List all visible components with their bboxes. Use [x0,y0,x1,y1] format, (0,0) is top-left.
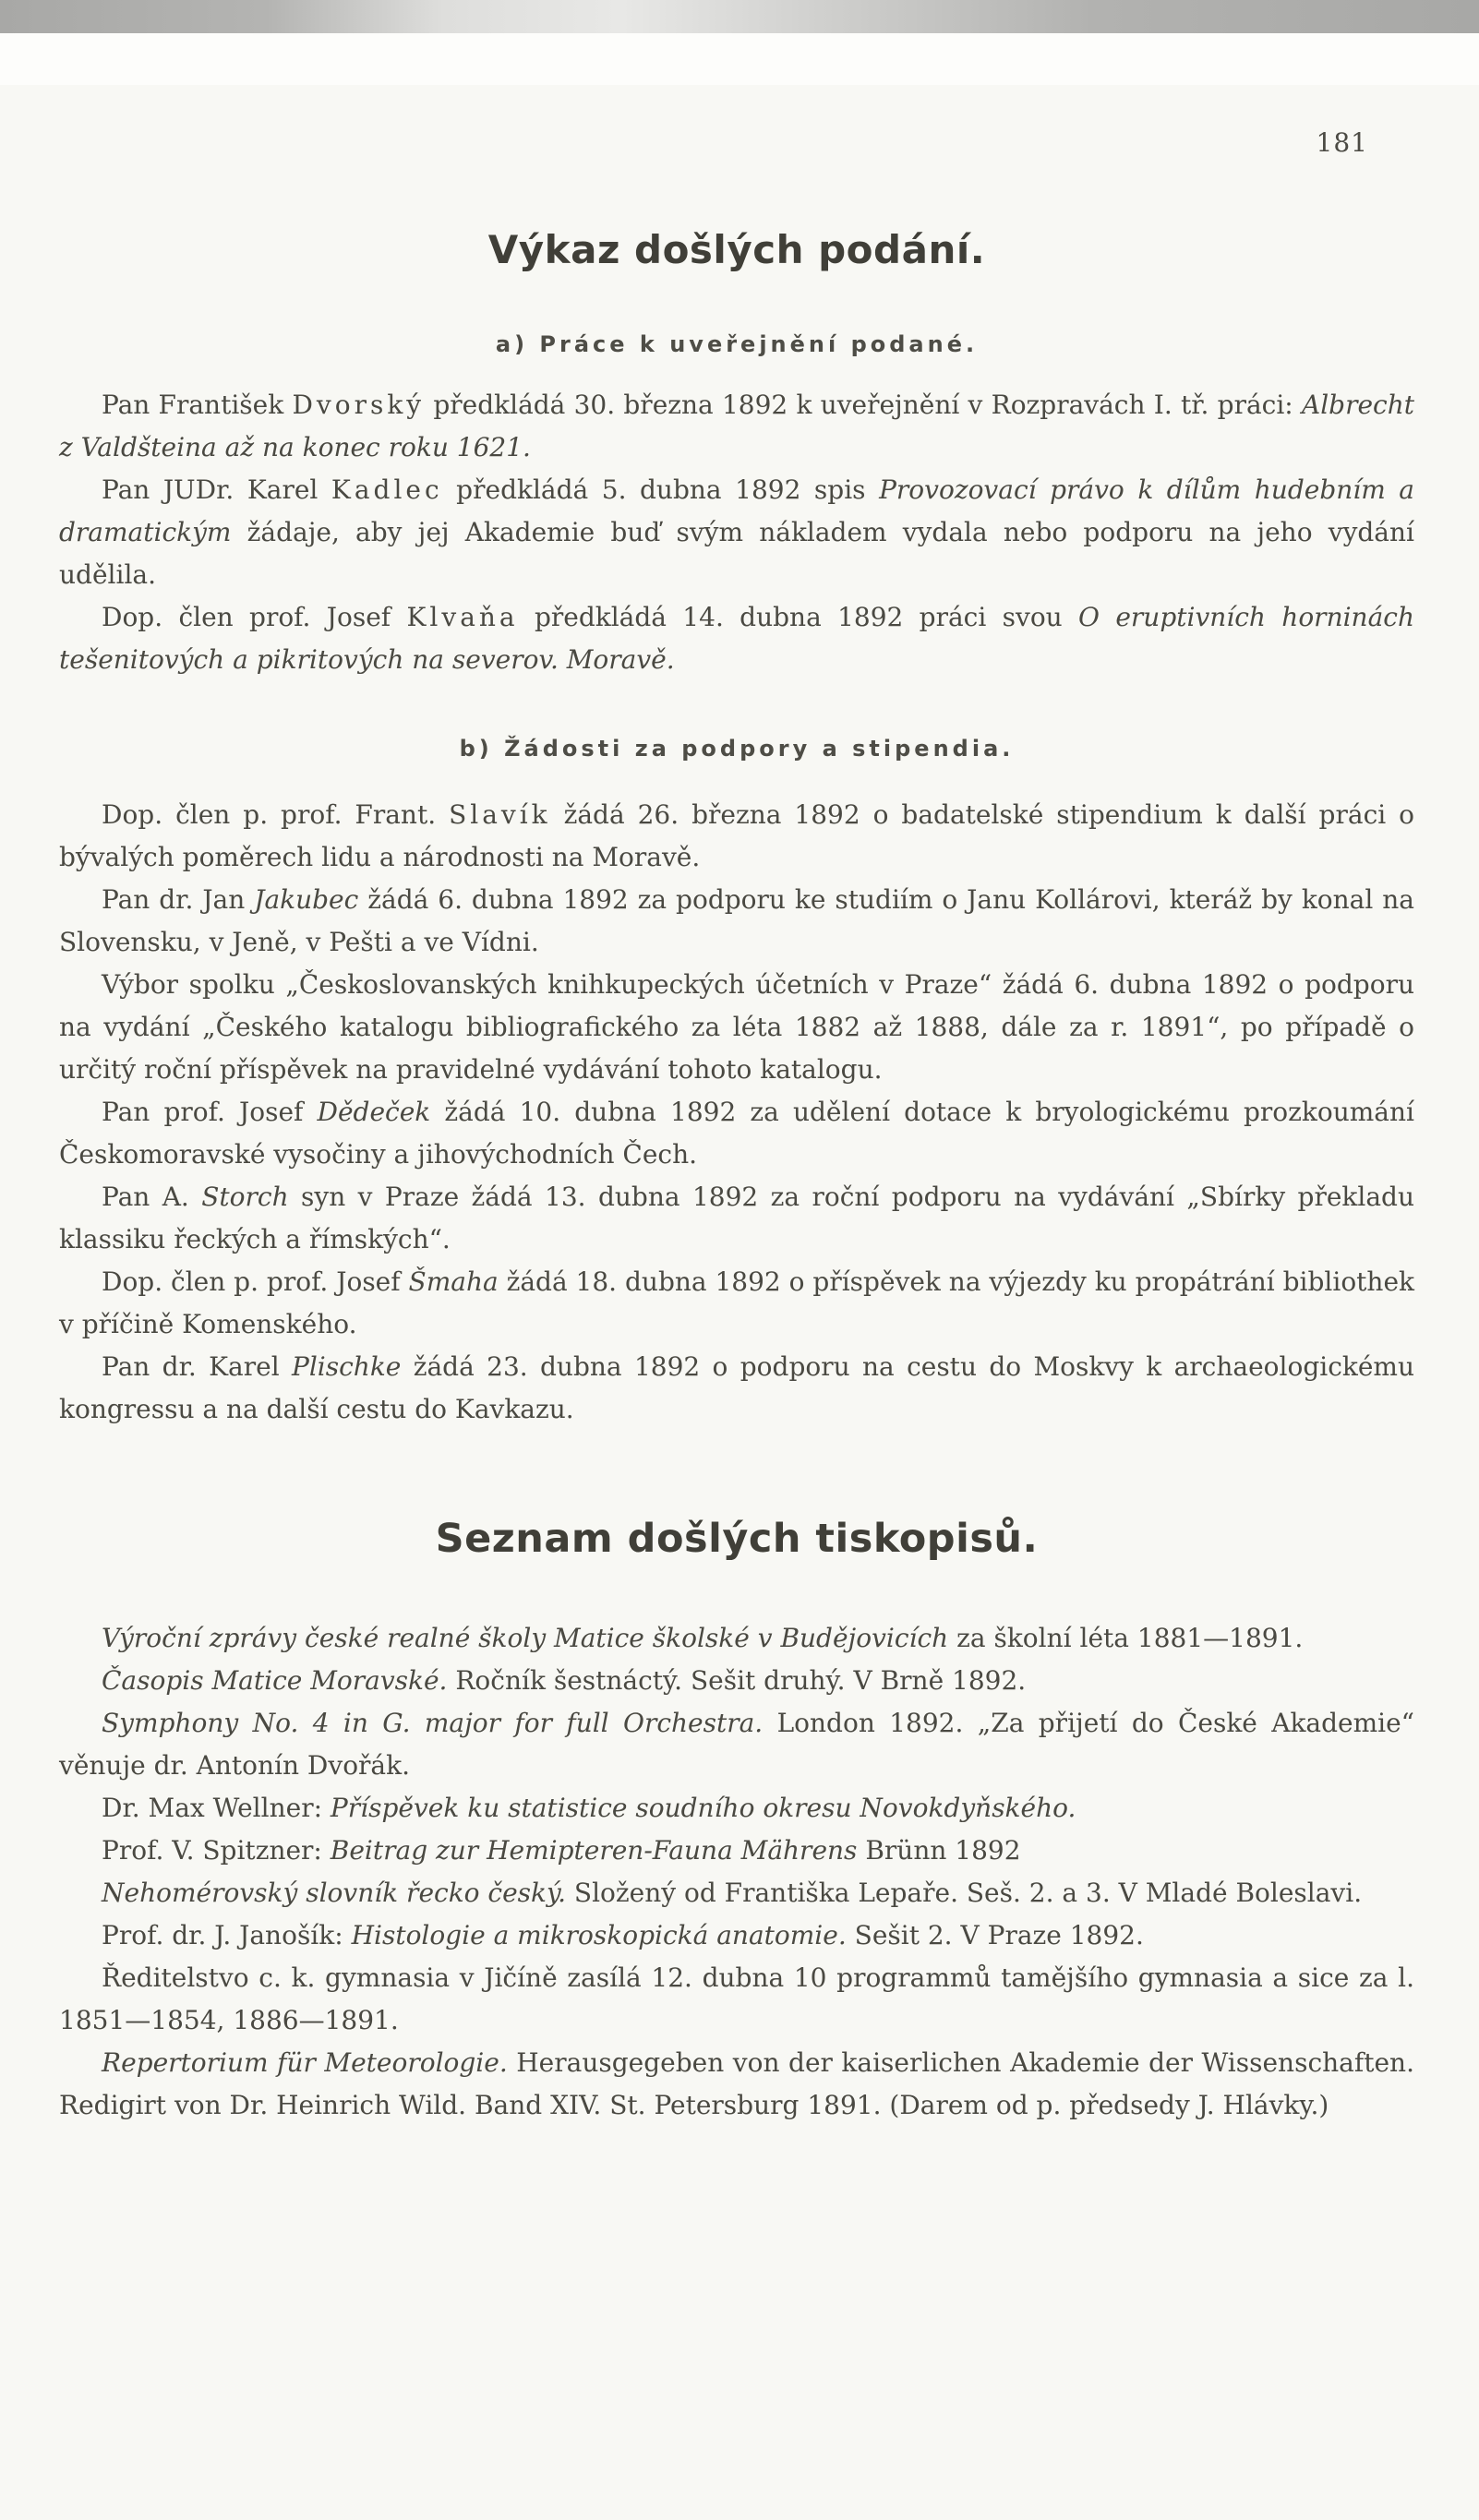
person-name-text: Kadlec [331,474,443,505]
work-title-text: Nehomérovský slovník řecko český. [102,1878,567,1908]
paragraph [59,384,1414,469]
body-text: Brünn 1892 [857,1835,1021,1866]
paragraph-block-b [59,794,1414,1431]
body-text: Prof. dr. J. Janošík: [102,1920,352,1950]
body-text: Výbor spolku „Českoslovanských knihkupeckých účetních v Praze“ žádá 6. dubna 1892 o podporu na vydání „Českého katalogu bibliografického za léta 1882 až 1888, dále za r. 1891“, po případě o určitý roční příspěvek na pravidelné vydávání tohoto katalogu. [59,969,1414,1085]
body-text: Pan prof. Josef [102,1097,318,1127]
body-text: Prof. V. Spitzner: [102,1835,331,1866]
body-text: Sešit 2. V Praze 1892. [846,1920,1144,1950]
work-title-text: Jakubec [254,884,359,915]
paragraph [59,1176,1414,1261]
body-text: London 1892. „Za přijetí do České Akademie“ věnuje dr. Antonín Dvořák. [59,1708,1414,1781]
work-title-text: Časopis Matice Moravské. [102,1665,448,1696]
paragraph [59,1787,1414,1830]
section-title-seznam: Seznam došlých tiskopisů. [435,1516,1039,1562]
paragraph [59,1660,1414,1702]
work-title-text: Provozovací právo k dílům hudebním a dramatickým [59,474,1415,547]
body-text: žádá 23. dubna 1892 o podporu na cestu do Moskvy k archaeologickému kongressu a na další cestu do Kavkazu. [59,1351,1414,1424]
work-title-text: Plischke [292,1351,402,1382]
body-text: Pan dr. Karel [102,1351,292,1382]
body-text: syn v Praze žádá 13. dubna 1892 za roční podporu na vydávání „Sbírky překladu klassiku řeckých a římských“. [59,1182,1414,1254]
body-text: Pan A. [102,1182,202,1212]
paragraph [59,1617,1414,1660]
work-title-text: O eruptivních horninách tešenitových a pikritových na severov. Moravě. [59,602,1414,675]
work-title-text: Dědeček [317,1097,431,1127]
person-name-text: Klvaňa [406,602,519,632]
body-text: Herausgegeben von der kaiserlichen Akademie der Wissenschaften. Redigirt von Dr. Heinrich Wild. Band XIV. St. Petersburg 1891. (Darem od p. předsedy J. Hlávky.) [59,2047,1414,2120]
work-title-text: Výroční zprávy české realné školy Matice školské v Budějovicích [102,1623,949,1653]
paragraph [59,596,1414,681]
body-text: Dr. Max Wellner: [102,1793,331,1823]
body-text: Dop. člen prof. Josef [102,602,407,632]
work-title-text: Beitrag zur Hemipteren-Fauna Mährens [330,1835,858,1866]
body-text: žádá 18. dubna 1892 o příspěvek na výjezdy ku propátrání bibliothek v příčině Komenského. [59,1266,1415,1339]
body-text: Pan JUDr. Karel [102,474,331,505]
body-text: žádá 6. dubna 1892 za podporu ke studiím o Janu Kollárovi, kteráž by konal na Slovensku, v Jeně, v Pešti a ve Vídni. [59,884,1414,957]
work-title-text: Albrecht z Valdšteina až na konec roku 1621. [59,390,1414,462]
body-text: Dop. člen p. prof. Frant. [102,799,450,830]
paragraph [59,1261,1414,1346]
body-text: žádaje, aby jej Akademie buď svým nákladem vydala nebo podporu na jeho vydání udělila. [59,517,1414,590]
work-title-text: Histologie a mikroskopická anatomie. [351,1920,847,1950]
person-name-text: Dvorský [292,390,426,420]
paragraph [59,1830,1414,1872]
work-title-text: Repertorium für Meteorologie. [102,2047,508,2078]
body-text: předkládá 5. dubna 1892 spis [442,474,880,505]
paragraph [59,1914,1414,1957]
paragraph [59,469,1414,596]
paragraph [59,1346,1414,1431]
body-text: žádá 10. dubna 1892 za udělení dotace k bryologickému prozkoumání Českomoravské vysočiny a jihovýchodních Čech. [59,1097,1414,1170]
work-title-text: Šmaha [408,1266,499,1297]
paragraph-block-a [59,384,1414,681]
paragraph [59,1091,1414,1176]
body-text: Ředitelstvo c. k. gymnasia v Jičíně zasílá 12. dubna 10 programmů tamějšího gymnasia a sice za l. 1851—1854, 1886—1891. [59,1962,1414,2035]
work-title-text: Symphony No. 4 in G. major for full Orchestra. [102,1708,764,1738]
body-text: Složený od Františka Lepaře. Seš. 2. a 3. V Mladé Boleslavi. [566,1878,1363,1908]
paragraph [59,879,1414,964]
page-number: 181 [1316,127,1368,158]
paragraph [59,1872,1414,1914]
paragraph [59,964,1414,1091]
paragraph [59,794,1414,879]
body-text: žádá 26. března 1892 o badatelské stipendium k další práci o bývalých poměrech lidu a národnosti na Moravě. [59,799,1415,872]
body-text: předkládá 30. března 1892 k uveřejnění v Rozpravách I. tř. práci: [425,390,1302,420]
section-title-vykaz: Výkaz došlých podání. [487,227,986,272]
body-text: za školní léta 1881—1891. [948,1623,1304,1653]
body-text: Dop. člen p. prof. Josef [102,1266,409,1297]
paragraph [59,1702,1414,1787]
body-text: předkládá 14. dubna 1892 práci svou [518,602,1079,632]
paragraph [59,2042,1414,2127]
subheading-a: a) Práce k uveřejnění podané. [495,331,979,357]
work-title-text: Příspěvek ku statistice soudního okresu Novokdyňského. [330,1793,1076,1823]
body-text: Pan dr. Jan [102,884,255,915]
work-title-text: Storch [201,1182,289,1212]
person-name-text: Slavík [449,799,551,830]
subheading-b: b) Žádosti za podpory a stipendia. [459,736,1015,762]
body-text: Pan František [102,390,293,420]
paragraph-block-seznam [59,1617,1414,2127]
paragraph [59,1957,1414,2042]
body-text: Ročník šestnáctý. Sešit druhý. V Brně 1892. [447,1665,1027,1696]
